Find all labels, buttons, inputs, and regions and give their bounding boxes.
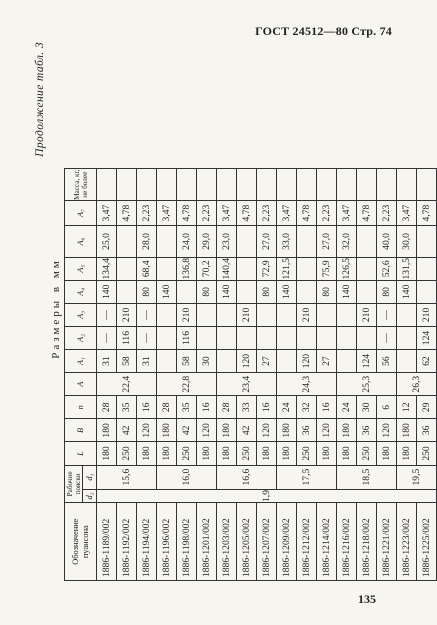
cell-A3 [257,303,277,326]
cell-mass [337,169,357,201]
cell-A5 [117,257,137,280]
cell-A3: — [97,303,117,326]
cell-A6 [237,226,257,258]
cell-designation: 1886-1194/002 [137,503,157,581]
table-row [97,37,117,581]
cell-mass [297,169,317,201]
cell-A3: 210 [177,303,197,326]
cell-mass [197,169,217,201]
cell-A: 25,3 [337,373,397,396]
cell-A1 [277,350,297,373]
cell-A5 [357,257,377,280]
cell-d1: 19,5 [397,465,437,489]
cell-n: 6 [377,396,397,419]
cell-A3: — [377,303,397,326]
cell-A6 [417,226,437,258]
cell-mass [157,169,177,201]
cell-B: 36 [297,419,317,442]
cell-A4: 80 [257,280,277,303]
cell-A6: 30,0 [397,226,417,258]
cell-B: 180 [277,419,297,442]
cell-B: 120 [137,419,157,442]
col-A4: A₄ [65,280,97,303]
cell-A4 [177,280,197,303]
cell-A7: 2,23 [317,200,337,225]
cell-B: 120 [197,419,217,442]
cell-A2 [357,326,377,349]
cell-L: 250 [297,442,317,465]
cell-A: 26,3 [397,373,437,396]
col-A2: A₂ [65,326,97,349]
cell-A4: 140 [397,280,417,303]
cell-designation: 1886-1205/002 [237,503,257,581]
cell-A5: 134,4 [97,257,117,280]
cell-B: 120 [377,419,397,442]
cell-A5 [417,257,437,280]
cell-n: 28 [97,396,117,419]
cell-A7: 2,23 [257,200,277,225]
cell-A5: 131,5 [397,257,417,280]
cell-L: 180 [397,442,417,465]
cell-L: 180 [277,442,297,465]
cell-B: 180 [397,419,417,442]
cell-A2 [337,326,357,349]
cell-d1: 16,6 [217,465,277,489]
cell-A7: 4,78 [417,200,437,225]
continuation-title: Продолжение табл. 3 [34,42,46,157]
col-designation: Обозначение пуансона [65,503,97,581]
cell-A7: 3,47 [337,200,357,225]
cell-A5: 121,5 [277,257,297,280]
cell-mass [277,169,297,201]
cell-n: 16 [257,396,277,419]
cell-B: 42 [237,419,257,442]
cell-A6: 28,0 [137,226,157,258]
cell-A4 [237,280,257,303]
cell-A7: 3,47 [277,200,297,225]
dimensions-caption: Размеры в мм [50,258,62,359]
page-number: 74 [379,24,392,38]
cell-A3: — [137,303,157,326]
cell-A1 [337,350,357,373]
col-B: B [65,419,97,442]
rotated-table-block [33,36,437,581]
col-working-belts: Рабочие пояски [65,465,83,503]
col-d2: d₂ [83,489,97,503]
cell-A2: 116 [117,326,137,349]
cell-designation: 1886-1203/002 [217,503,237,581]
cell-A1: 27 [257,350,277,373]
cell-A2: — [137,326,157,349]
cell-A3: 210 [237,303,257,326]
cell-A1 [157,350,177,373]
cell-n: 16 [197,396,217,419]
cell-A4: 80 [377,280,397,303]
col-n: n [65,396,97,419]
cell-L: 180 [377,442,397,465]
cell-A2 [317,326,337,349]
cell-L: 250 [117,442,137,465]
cell-A3 [197,303,217,326]
cell-designation: 1886-1201/002 [197,503,217,581]
cell-A3 [277,303,297,326]
cell-A4 [297,280,317,303]
cell-A2 [237,326,257,349]
cell-mass [377,169,397,201]
cell-mass [397,169,417,201]
cell-A5: 126,5 [337,257,357,280]
cell-A5 [297,257,317,280]
cell-mass [317,169,337,201]
cell-designation: 1886-1223/002 [397,503,417,581]
cell-B: 36 [357,419,377,442]
cell-A2: — [97,326,117,349]
cell-L: 250 [357,442,377,465]
cell-designation: 1886-1216/002 [337,503,357,581]
col-mass: Масса, кг, не более [65,169,97,201]
cell-A6: 32,0 [337,226,357,258]
cell-n: 16 [317,396,337,419]
cell-mass [97,169,117,201]
cell-n: 16 [137,396,157,419]
cell-A6 [297,226,317,258]
cell-L: 250 [177,442,197,465]
cell-A1 [397,350,417,373]
cell-A3: 210 [357,303,377,326]
cell-A7: 3,47 [217,200,237,225]
cell-A1: 56 [377,350,397,373]
cell-mass [237,169,257,201]
cell-B: 180 [337,419,357,442]
cell-A5 [157,257,177,280]
cell-designation: 1886-1196/002 [157,503,177,581]
cell-A4: 140 [157,280,177,303]
cell-designation: 1886-1189/002 [97,503,117,581]
cell-B: 180 [217,419,237,442]
cell-A7: 2,23 [377,200,397,225]
cell-mass [357,169,377,201]
cell-A1: 30 [197,350,217,373]
cell-A4: 140 [97,280,117,303]
cell-A6: 40,0 [377,226,397,258]
cell-A7: 2,23 [197,200,217,225]
cell-A3: 210 [117,303,137,326]
cell-A6: 23,0 [217,226,237,258]
cell-A3 [337,303,357,326]
cell-mass [217,169,237,201]
cell-L: 180 [257,442,277,465]
cell-n: 24 [277,396,297,419]
cell-A3 [157,303,177,326]
cell-d1: 17,5 [277,465,337,489]
cell-n: 24 [337,396,357,419]
cell-A5: 68,4 [137,257,157,280]
col-A: A [65,373,97,396]
cell-A1: 58 [177,350,197,373]
cell-A1: 58 [117,350,137,373]
cell-A6: 33,0 [277,226,297,258]
cell-A6: 27,0 [317,226,337,258]
cell-A7: 4,78 [237,200,257,225]
cell-B: 42 [177,419,197,442]
cell-A1 [217,350,237,373]
cell-n: 35 [117,396,137,419]
cell-A2 [197,326,217,349]
cell-A: 24,3 [277,373,337,396]
cell-A4: 80 [317,280,337,303]
cell-designation: 1886-1218/002 [357,503,377,581]
cell-A7: 3,47 [157,200,177,225]
cell-A2: — [377,326,397,349]
cell-A7: 3,47 [97,200,117,225]
cell-A4 [357,280,377,303]
cell-A1: 31 [97,350,117,373]
cell-B: 120 [317,419,337,442]
cell-A4 [417,280,437,303]
col-A7: A₇ [65,200,97,225]
cell-A5: 52,6 [377,257,397,280]
cell-A2 [217,326,237,349]
footer-page-number: 135 [358,592,376,606]
cell-L: 180 [197,442,217,465]
cell-L: 180 [97,442,117,465]
cell-A1: 120 [237,350,257,373]
cell-A5: 136,8 [177,257,197,280]
cell-A: 22,4 [97,373,157,396]
cell-A: 23,4 [217,373,277,396]
cell-designation: 1886-1207/002 [257,503,277,581]
cell-A6: 29,0 [197,226,217,258]
col-A3: A₃ [65,303,97,326]
cell-n: 28 [217,396,237,419]
cell-A7: 2,23 [137,200,157,225]
cell-L: 180 [157,442,177,465]
cell-A3: 210 [417,303,437,326]
cell-A4: 80 [197,280,217,303]
cell-mass [177,169,197,201]
cell-designation: 1886-1198/002 [177,503,197,581]
cell-designation: 1886-1192/002 [117,503,137,581]
col-L: L [65,442,97,465]
col-A6: A₆ [65,226,97,258]
cell-L: 180 [137,442,157,465]
cell-B: 120 [257,419,277,442]
cell-A: 22,8 [157,373,217,396]
cell-A3 [217,303,237,326]
cell-B: 42 [117,419,137,442]
cell-A1: 120 [297,350,317,373]
cell-A4 [117,280,137,303]
cell-L: 250 [237,442,257,465]
cell-A7: 3,47 [397,200,417,225]
cell-A6: 27,0 [257,226,277,258]
page-label: Стр. [351,24,377,38]
cell-A4: 140 [277,280,297,303]
cell-n: 35 [177,396,197,419]
cell-B: 180 [97,419,117,442]
cell-mass [417,169,437,201]
cell-A5 [237,257,257,280]
cell-A4: 140 [217,280,237,303]
cell-A1: 124 [357,350,377,373]
cell-A6 [357,226,377,258]
cell-A7: 4,78 [117,200,137,225]
cell-A4: 140 [337,280,357,303]
cell-n: 33 [237,396,257,419]
cell-A1: 31 [137,350,157,373]
cell-A7: 4,78 [357,200,377,225]
cell-L: 250 [417,442,437,465]
cell-A1: 62 [417,350,437,373]
cell-A5: 72,9 [257,257,277,280]
cell-A3 [397,303,417,326]
cell-A6 [117,226,137,258]
cell-designation: 1886-1212/002 [297,503,317,581]
cell-A2 [157,326,177,349]
cell-designation: 1886-1221/002 [377,503,397,581]
cell-n: 30 [357,396,377,419]
cell-A2: 124 [417,326,437,349]
cell-A2 [297,326,317,349]
cell-A4: 80 [137,280,157,303]
col-A5: A₅ [65,257,97,280]
cell-A1: 27 [317,350,337,373]
punch-dimensions-table [64,36,437,581]
table-body [97,37,437,581]
cell-A5: 140,4 [217,257,237,280]
cell-L: 180 [217,442,237,465]
cell-B: 36 [417,419,437,442]
cell-mass [257,169,277,201]
cell-B: 180 [157,419,177,442]
cell-A6 [157,226,177,258]
cell-designation: 1886-1214/002 [317,503,337,581]
cell-A2 [277,326,297,349]
cell-d1: 16,0 [157,465,217,489]
cell-A5: 75,9 [317,257,337,280]
cell-A2: 116 [177,326,197,349]
cell-A6: 24,0 [177,226,197,258]
cell-A2 [397,326,417,349]
cell-A7: 4,78 [297,200,317,225]
col-d1: d₁ [83,465,97,489]
cell-d2: 1,9 [97,489,437,503]
cell-d1: 15,6 [97,465,157,489]
cell-n: 29 [417,396,437,419]
cell-A5: 70,2 [197,257,217,280]
cell-A2 [257,326,277,349]
cell-L: 180 [317,442,337,465]
standard-number: ГОСТ 24512—80 [255,24,349,38]
cell-designation: 1886-1225/002 [417,503,437,581]
cell-d1: 18,5 [337,465,397,489]
cell-L: 180 [337,442,357,465]
cell-n: 28 [157,396,177,419]
cell-mass [117,169,137,201]
cell-n: 32 [297,396,317,419]
cell-n: 12 [397,396,417,419]
col-A1: A₁ [65,350,97,373]
cell-designation: 1886-1209/002 [277,503,297,581]
cell-A7: 4,78 [177,200,197,225]
cell-A3: 210 [297,303,317,326]
cell-A6: 25,0 [97,226,117,258]
cell-mass [137,169,157,201]
cell-A3 [317,303,337,326]
